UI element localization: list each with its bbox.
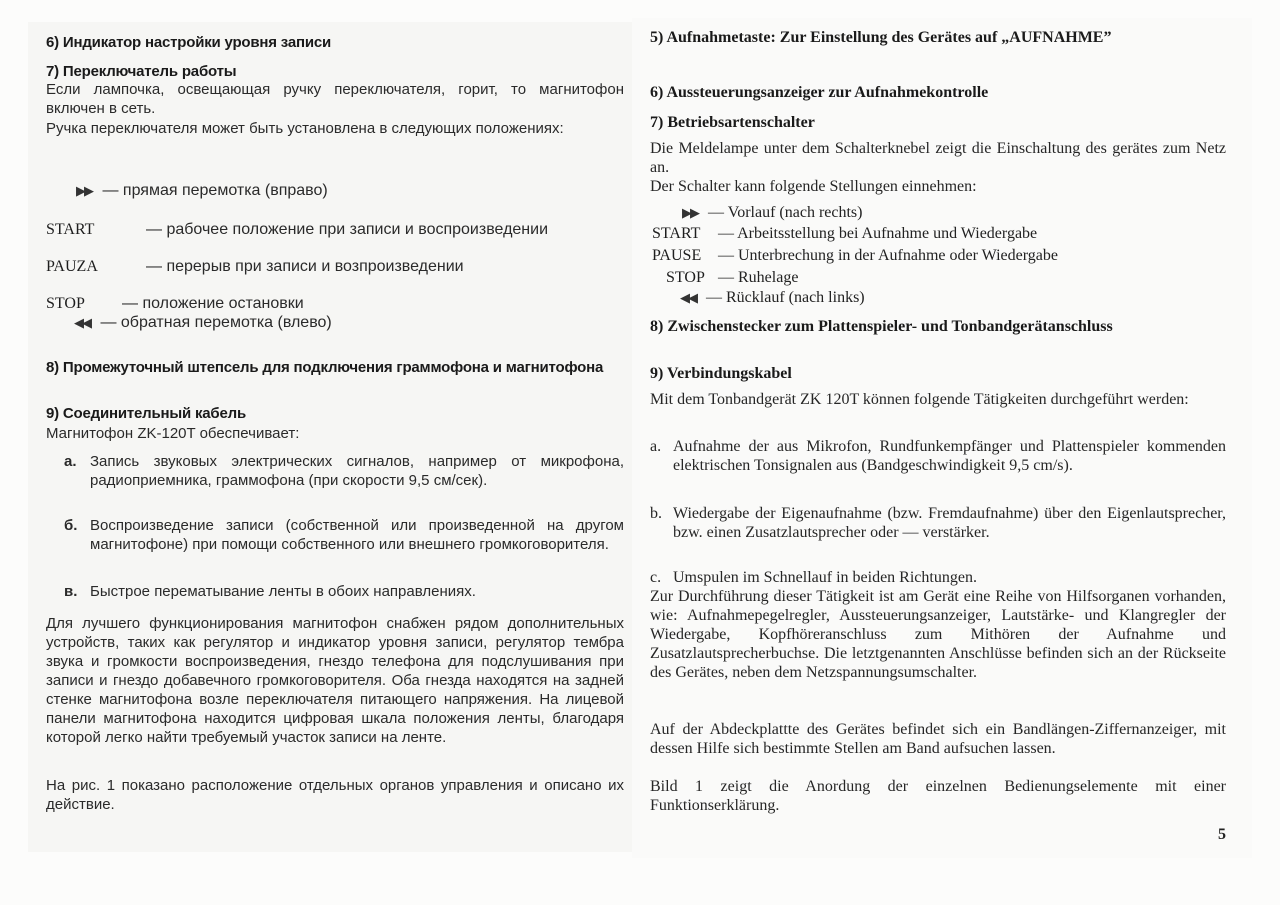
list-marker: a. (650, 438, 662, 455)
position-key: PAUZA (46, 258, 98, 275)
paragraph-counter-de: Auf der Abdeckplattte des Gerätes befindet sich ein Bandlängen-Ziffernanzeiger, mit dessen Hilfe sich bestimmte Stellen am Band aufsuchen lassen. (650, 721, 1226, 757)
position-fast-forward-de (682, 204, 862, 222)
paragraph-features-de: Zur Durchführung dieser Tätigkeit ist am Gerät eine Reihe von Hilfsorganen vorhanden, wie: Aufnahmepegelregler, Aussteuerungsanzeiger, Lautstärke- und Klangregler der Wiedergabe, Kopfhöreranschluss zum Mithören der Aufnahme und Zusatzlautsprecherbuchse. Die letztgenannten Anschlüsse befinden sich an der Rückseite des Gerätes, neben dem Netzspannungsumschalter. (650, 588, 1226, 681)
list-item-recording-de: Aufnahme der aus Mikrofon, Rundfunkempfänger und Plattenspieler kommenden elektrischen Tonsignalen aus (Bandgeschwindigkeit 9,5 cm/s). (673, 438, 1226, 474)
list-marker: в. (64, 583, 78, 600)
heading-6-ru: 6) Индикатор настройки уровня записи (46, 34, 332, 51)
fast-forward-icon: ▶▶ (76, 183, 92, 198)
position-start-ru (46, 220, 548, 239)
position-description: — обратная перемотка (влево) (100, 314, 332, 331)
list-marker: c. (650, 569, 662, 586)
list-marker: а. (64, 453, 77, 470)
position-rewind-de (680, 289, 865, 307)
position-description: — положение остановки (122, 295, 304, 312)
rewind-icon: ◀◀ (680, 290, 696, 305)
position-description: — Ruhelage (718, 269, 799, 286)
list-marker: b. (650, 505, 662, 522)
heading-8-de: 8) Zwischenstecker zum Plattenspieler- und Tonbandgerätanschluss (650, 318, 1113, 335)
paragraph-switch-positions-ru: Ручка переключателя может быть установлена в следующих положениях: (46, 120, 564, 137)
position-key: STOP (46, 295, 85, 312)
heading-5-de: 5) Aufnahmetaste: Zur Einstellung des Gerätes auf „AUFNAHME” (650, 29, 1112, 46)
list-item-rewind-de: Umspulen im Schnellauf in beiden Richtungen. (673, 569, 977, 586)
position-description: — Arbeitsstellung bei Aufnahme und Wiedergabe (718, 225, 1038, 242)
heading-9-de: 9) Verbindungskabel (650, 365, 792, 382)
position-key: START (652, 225, 701, 242)
position-key: STOP (666, 269, 705, 286)
position-description: — перерыв при записи и возпроизведении (146, 258, 464, 275)
heading-9-ru: 9) Соединительный кабель (46, 405, 246, 422)
position-stop-ru (46, 294, 304, 313)
paragraph-capabilities-intro-de: Mit dem Tonbandgerät ZK 120T können folgende Tätigkeiten durchgeführt werden: (650, 391, 1189, 408)
position-description: — прямая перемотка (вправо) (102, 182, 328, 199)
heading-6-de: 6) Aussteuerungsanzeiger zur Aufnahmekontrolle (650, 84, 989, 101)
position-start-de (652, 225, 1037, 243)
position-stop-de (666, 269, 798, 287)
page-number: 5 (1218, 826, 1226, 843)
heading-7-de: 7) Betriebsartenschalter (650, 114, 815, 131)
position-key: START (46, 221, 95, 238)
list-item-rewind-ru: Быстрое перематывание ленты в обоих направлениях. (90, 583, 476, 600)
fast-forward-icon: ▶▶ (682, 205, 698, 220)
list-item-playback-ru: Воспроизведение записи (собственной или произведенной на другом магнитофоне) при помощи собственного или внешнего громкоговорителя. (90, 517, 624, 553)
paragraph-figure-ref-ru: На рис. 1 показано расположение отдельных органов управления и описано их действие. (46, 777, 624, 813)
position-description: — Rücklauf (nach links) (706, 289, 865, 306)
position-fast-forward-ru (76, 181, 328, 200)
list-item-recording-ru: Запись звуковых электрических сигналов, например от микрофона, радиоприемника, граммофона (при скорости 9,5 см/сек). (90, 453, 624, 489)
paragraph-capabilities-intro-ru: Магнитофон ZK-120T обеспечивает: (46, 425, 300, 442)
paragraph-lamp-ru: Если лампочка, освещающая ручку переключателя, горит, то магнитофон включен в сеть. (46, 81, 624, 117)
heading-8-ru: 8) Промежуточный штепсель для подключения граммофона и магнитофона (46, 359, 604, 376)
position-rewind-ru (74, 313, 332, 332)
paragraph-features-ru: Для лучшего функционирования магнитофон снабжен рядом дополнительных устройств, таких как регулятор и индикатор уровня записи, регулятор тембра звука и громкости воспроизведения, гнездо телефона для подслушивания при записи и гнездо добавечного громкоговорителя. Оба гнезда находятся на задней стенке магнитофона возле переключателя питающего напряжения. На лицевой панели магнитофона находится цифровая шкала положения ленты, благодаря которой легко найти требуемый участок записи на ленте. (46, 615, 624, 746)
position-key: PAUSE (652, 247, 702, 264)
heading-7-ru: 7) Переключатель работы (46, 63, 237, 80)
position-description: — рабочее положение при записи и воспроизведении (146, 221, 549, 238)
position-pause-de (652, 247, 1058, 265)
paragraph-figure-ref-de: Bild 1 zeigt die Anordung der einzelnen Bedienungselemente mit einer Funktionserklärung. (650, 778, 1226, 814)
list-item-playback-de: Wiedergabe der Eigenaufnahme (bzw. Fremdaufnahme) über den Eigenlautsprecher, bzw. einen Zusatzlautsprecher oder — verstärker. (673, 505, 1226, 541)
position-description: — Unterbrechung in der Aufnahme oder Wiedergabe (718, 247, 1058, 264)
position-pause-ru (46, 257, 464, 276)
paragraph-lamp-de: Die Meldelampe unter dem Schalterknebel zeigt die Einschaltung des gerätes zum Netz an. (650, 140, 1226, 176)
paragraph-switch-positions-de: Der Schalter kann folgende Stellungen einnehmen: (650, 178, 977, 195)
list-marker: б. (64, 517, 78, 534)
rewind-icon: ◀◀ (74, 315, 90, 330)
position-description: — Vorlauf (nach rechts) (708, 204, 863, 221)
